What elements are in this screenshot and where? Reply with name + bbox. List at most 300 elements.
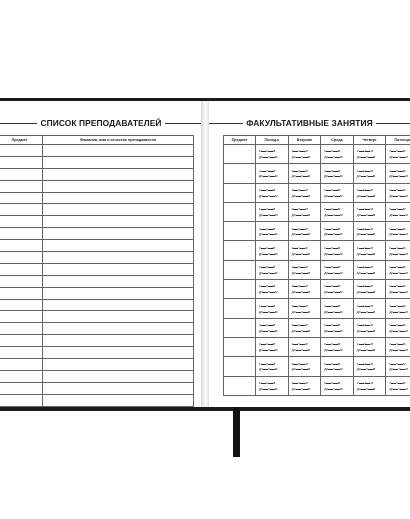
minutes-unit: м <box>305 245 308 250</box>
slot-prefix: с <box>356 380 359 385</box>
table-row <box>0 394 194 406</box>
minutes-unit: м <box>305 226 308 231</box>
slot-prefix: с <box>291 265 294 270</box>
slot-prefix: до <box>324 367 329 372</box>
subject-cell <box>224 260 256 279</box>
slot-prefix: с <box>291 323 294 328</box>
hours-unit: ч <box>333 270 336 275</box>
minutes-unit: м <box>274 348 278 353</box>
minutes-unit: м <box>305 284 308 289</box>
minutes-unit: м <box>305 323 308 328</box>
hours-unit: ч <box>398 213 401 218</box>
subject-cell <box>0 335 43 347</box>
hours-unit: ч <box>363 245 366 250</box>
column-header-subject: Предмет <box>224 136 256 145</box>
minutes-unit: м <box>337 284 341 289</box>
teacher-name-cell <box>43 252 194 264</box>
slot-prefix: до <box>389 193 394 198</box>
slot-prefix: до <box>389 367 394 372</box>
slot-prefix: с <box>389 342 392 347</box>
day-time-cell <box>288 183 321 202</box>
hours-unit: ч <box>268 328 270 333</box>
minutes-unit: м <box>272 245 276 250</box>
slot-prefix: до <box>356 155 361 160</box>
teacher-name-cell <box>43 240 194 252</box>
day-time-cell <box>353 299 386 318</box>
day-time-cell <box>386 376 410 395</box>
hours-unit: ч <box>265 187 268 192</box>
slot-prefix: до <box>259 270 264 275</box>
time-slot-line <box>386 212 410 218</box>
minutes-unit: м <box>305 265 308 270</box>
day-time-cell <box>321 222 354 241</box>
table-row <box>0 347 194 359</box>
slot-prefix: до <box>259 251 264 256</box>
slot-prefix: до <box>389 386 394 391</box>
day-time-cell <box>353 183 386 202</box>
title-rule <box>209 123 243 124</box>
hours-unit: ч <box>398 386 401 391</box>
slot-prefix: с <box>389 168 392 173</box>
slot-prefix: до <box>356 348 361 353</box>
table-row <box>0 180 194 192</box>
teacher-name-cell <box>43 263 194 275</box>
day-time-cell <box>386 164 410 183</box>
slot-prefix: с <box>291 226 294 231</box>
subject-cell <box>0 228 43 240</box>
time-slot-line <box>386 309 410 315</box>
time-slot-line <box>354 173 386 179</box>
minutes-unit: м <box>272 187 276 192</box>
minutes-unit: м <box>403 149 406 154</box>
hours-unit: ч <box>396 149 399 154</box>
hours-unit: ч <box>330 284 333 289</box>
minutes-unit: м <box>372 386 376 391</box>
minutes-unit: м <box>305 342 308 347</box>
minutes-unit: м <box>372 232 376 237</box>
hours-unit: ч <box>330 226 333 231</box>
minutes-unit: м <box>340 367 343 372</box>
table-row <box>224 164 410 183</box>
slot-prefix: до <box>259 155 264 160</box>
slot-prefix: до <box>356 290 361 295</box>
hours-unit: ч <box>268 232 270 237</box>
minutes-unit: м <box>337 342 341 347</box>
slot-prefix: до <box>356 367 361 372</box>
title-rule <box>376 123 410 124</box>
minutes-unit: м <box>372 174 376 179</box>
hours-unit: ч <box>365 367 368 372</box>
column-header-tuesday: Вторник <box>288 136 321 145</box>
subject-cell <box>0 299 43 311</box>
minutes-unit: м <box>337 323 341 328</box>
slot-prefix: с <box>356 168 359 173</box>
minutes-unit: м <box>307 174 311 179</box>
slot-prefix: с <box>324 323 326 328</box>
subject-cell <box>0 275 43 287</box>
minutes-unit: м <box>340 290 343 295</box>
slot-prefix: до <box>291 213 296 218</box>
slot-prefix: до <box>389 348 394 353</box>
day-time-cell <box>386 318 410 337</box>
time-slot-line <box>289 212 321 218</box>
minutes-unit: м <box>405 270 408 275</box>
hours-unit: ч <box>396 303 399 308</box>
minutes-unit: м <box>340 270 343 275</box>
hours-unit: ч <box>300 348 303 353</box>
teacher-name-cell <box>43 335 194 347</box>
minutes-unit: м <box>405 367 408 372</box>
hours-unit: ч <box>333 174 336 179</box>
slot-prefix: с <box>356 245 359 250</box>
table-row <box>0 240 194 252</box>
day-time-cell <box>353 357 386 376</box>
time-slot-line <box>256 289 288 295</box>
teacher-name-cell <box>43 216 194 228</box>
minutes-unit: м <box>305 149 308 154</box>
subject-cell <box>0 347 43 359</box>
minutes-unit: м <box>370 187 373 192</box>
table-row <box>224 280 410 299</box>
hours-unit: ч <box>265 226 268 231</box>
hours-unit: ч <box>330 149 333 154</box>
hours-unit: ч <box>300 328 303 333</box>
teacher-name-cell <box>43 299 194 311</box>
slot-prefix: с <box>291 361 294 366</box>
hours-unit: ч <box>265 380 268 385</box>
electives-table <box>223 135 410 396</box>
slot-prefix: до <box>324 309 329 314</box>
slot-prefix: с <box>259 226 261 231</box>
slot-prefix: до <box>291 155 296 160</box>
day-time-cell <box>353 241 386 260</box>
slot-prefix: с <box>291 207 294 212</box>
slot-prefix: с <box>324 284 326 289</box>
hours-unit: ч <box>363 226 366 231</box>
minutes-unit: м <box>372 155 376 160</box>
hours-unit: ч <box>333 232 336 237</box>
minutes-unit: м <box>340 309 343 314</box>
minutes-unit: м <box>403 323 406 328</box>
day-time-cell <box>321 241 354 260</box>
time-slot-line <box>256 193 288 199</box>
time-slot-line <box>321 328 353 334</box>
hours-unit: ч <box>363 168 366 173</box>
table-row <box>0 168 194 180</box>
slot-prefix: с <box>259 207 261 212</box>
teacher-name-cell <box>43 228 194 240</box>
column-header-wednesday: Среда <box>321 136 354 145</box>
hours-unit: ч <box>298 380 301 385</box>
slot-prefix: до <box>291 386 296 391</box>
slot-prefix: до <box>356 251 361 256</box>
minutes-unit: м <box>337 380 341 385</box>
table-row <box>0 252 194 264</box>
table-row <box>0 275 194 287</box>
hours-unit: ч <box>330 303 333 308</box>
slot-prefix: до <box>324 193 329 198</box>
subject-cell <box>0 240 43 252</box>
slot-prefix: до <box>259 174 264 179</box>
day-time-cell <box>353 222 386 241</box>
table-row <box>0 263 194 275</box>
subject-cell <box>224 202 256 221</box>
minutes-unit: м <box>403 380 406 385</box>
slot-prefix: до <box>291 348 296 353</box>
hours-unit: ч <box>398 251 401 256</box>
slot-prefix: до <box>259 193 264 198</box>
minutes-unit: м <box>272 284 276 289</box>
minutes-unit: м <box>307 290 311 295</box>
table-row <box>0 145 194 157</box>
minutes-unit: м <box>372 193 376 198</box>
slot-prefix: с <box>389 323 392 328</box>
slot-prefix: до <box>291 174 296 179</box>
hours-unit: ч <box>330 168 333 173</box>
hours-unit: ч <box>298 187 301 192</box>
teacher-name-cell <box>43 382 194 394</box>
hours-unit: ч <box>396 226 399 231</box>
day-time-cell <box>321 202 354 221</box>
slot-prefix: до <box>291 290 296 295</box>
minutes-unit: м <box>305 380 308 385</box>
minutes-unit: м <box>405 386 408 391</box>
hours-unit: ч <box>365 232 368 237</box>
slot-prefix: до <box>356 174 361 179</box>
minutes-unit: м <box>337 168 341 173</box>
subject-cell <box>224 318 256 337</box>
minutes-unit: м <box>405 174 408 179</box>
hours-unit: ч <box>268 270 270 275</box>
slot-prefix: до <box>389 174 394 179</box>
day-time-cell <box>288 260 321 279</box>
day-time-cell <box>256 337 289 356</box>
day-time-cell <box>353 337 386 356</box>
time-slot-line <box>386 386 410 392</box>
time-slot-line <box>386 193 410 199</box>
day-time-cell <box>288 145 321 164</box>
time-slot-line <box>321 366 353 372</box>
hours-unit: ч <box>268 367 270 372</box>
day-time-cell <box>353 164 386 183</box>
minutes-unit: м <box>370 323 373 328</box>
slot-prefix: до <box>324 232 329 237</box>
minutes-unit: м <box>307 232 311 237</box>
hours-unit: ч <box>330 323 333 328</box>
day-time-cell <box>256 183 289 202</box>
slot-prefix: с <box>324 245 326 250</box>
minutes-unit: м <box>340 386 343 391</box>
subject-cell <box>0 168 43 180</box>
time-slot-line <box>289 289 321 295</box>
time-slot-line <box>321 386 353 392</box>
day-time-cell <box>321 260 354 279</box>
slot-prefix: с <box>324 149 326 154</box>
slot-prefix: до <box>259 386 264 391</box>
time-slot-line <box>354 193 386 199</box>
slot-prefix: с <box>259 380 261 385</box>
minutes-unit: м <box>272 380 276 385</box>
slot-prefix: до <box>291 367 296 372</box>
hours-unit: ч <box>398 309 401 314</box>
hours-unit: ч <box>298 303 301 308</box>
time-slot-line <box>321 154 353 160</box>
day-time-cell <box>386 145 410 164</box>
day-time-cell <box>321 337 354 356</box>
time-slot-line <box>386 347 410 353</box>
teacher-name-cell <box>43 370 194 382</box>
slot-prefix: с <box>356 303 359 308</box>
slot-prefix: до <box>356 328 361 333</box>
hours-unit: ч <box>268 290 270 295</box>
table-row <box>224 376 410 395</box>
hours-unit: ч <box>298 265 301 270</box>
subject-cell <box>0 263 43 275</box>
hours-unit: ч <box>396 323 399 328</box>
table-row <box>0 156 194 168</box>
time-slot-line <box>289 154 321 160</box>
subject-cell <box>0 192 43 204</box>
slot-prefix: с <box>259 245 261 250</box>
teacher-name-cell <box>43 323 194 335</box>
slot-prefix: до <box>291 328 296 333</box>
slot-prefix: до <box>356 309 361 314</box>
table-row <box>0 287 194 299</box>
slot-prefix: с <box>291 284 294 289</box>
day-time-cell <box>256 145 289 164</box>
time-slot-line <box>256 251 288 257</box>
column-header-subject: Предмет <box>0 136 43 145</box>
subject-cell <box>224 145 256 164</box>
hours-unit: ч <box>398 367 401 372</box>
subject-cell <box>0 180 43 192</box>
teacher-name-cell <box>43 156 194 168</box>
minutes-unit: м <box>337 226 341 231</box>
slot-prefix: до <box>291 309 296 314</box>
subject-cell <box>224 299 256 318</box>
day-time-cell <box>256 164 289 183</box>
time-slot-line <box>289 347 321 353</box>
minutes-unit: м <box>372 290 376 295</box>
slot-prefix: с <box>259 284 261 289</box>
minutes-unit: м <box>403 245 406 250</box>
slot-prefix: до <box>324 270 329 275</box>
minutes-unit: м <box>405 232 408 237</box>
slot-prefix: до <box>291 251 296 256</box>
minutes-unit: м <box>372 328 376 333</box>
slot-prefix: с <box>324 187 326 192</box>
minutes-unit: м <box>272 303 276 308</box>
day-time-cell <box>386 222 410 241</box>
minutes-unit: м <box>372 367 376 372</box>
time-slot-line <box>256 173 288 179</box>
hours-unit: ч <box>298 207 301 212</box>
subject-cell <box>0 204 43 216</box>
day-time-cell <box>386 241 410 260</box>
day-time-cell <box>321 318 354 337</box>
hours-unit: ч <box>265 342 268 347</box>
minutes-unit: м <box>403 265 406 270</box>
day-time-cell <box>256 241 289 260</box>
hours-unit: ч <box>268 213 270 218</box>
slot-prefix: с <box>356 187 359 192</box>
day-time-cell <box>256 376 289 395</box>
subject-cell <box>0 287 43 299</box>
day-time-cell <box>256 357 289 376</box>
time-slot-line <box>256 154 288 160</box>
teacher-name-cell <box>43 394 194 406</box>
hours-unit: ч <box>365 174 368 179</box>
slot-prefix: с <box>389 245 392 250</box>
hours-unit: ч <box>396 361 399 366</box>
day-time-cell <box>386 299 410 318</box>
time-slot-line <box>289 328 321 334</box>
hours-unit: ч <box>333 155 336 160</box>
minutes-unit: м <box>307 251 311 256</box>
hours-unit: ч <box>298 284 301 289</box>
slot-prefix: до <box>259 348 264 353</box>
minutes-unit: м <box>372 270 376 275</box>
hours-unit: ч <box>298 168 301 173</box>
hours-unit: ч <box>265 245 268 250</box>
time-slot-line <box>354 251 386 257</box>
minutes-unit: м <box>370 265 373 270</box>
minutes-unit: м <box>337 187 341 192</box>
time-slot-line <box>354 270 386 276</box>
subject-cell <box>0 145 43 157</box>
subject-cell <box>224 337 256 356</box>
slot-prefix: с <box>259 303 261 308</box>
minutes-unit: м <box>403 361 406 366</box>
slot-prefix: до <box>389 270 394 275</box>
minutes-unit: м <box>405 213 408 218</box>
column-header-monday: Понед-к <box>256 136 289 145</box>
hours-unit: ч <box>268 251 270 256</box>
table-row <box>224 222 410 241</box>
hours-unit: ч <box>268 386 270 391</box>
minutes-unit: м <box>403 342 406 347</box>
minutes-unit: м <box>340 348 343 353</box>
hours-unit: ч <box>398 348 401 353</box>
subject-cell <box>224 280 256 299</box>
time-slot-line <box>354 366 386 372</box>
minutes-unit: м <box>337 303 341 308</box>
time-slot-line <box>256 270 288 276</box>
time-slot-line <box>289 173 321 179</box>
hours-unit: ч <box>298 149 301 154</box>
teacher-name-cell <box>43 359 194 371</box>
hours-unit: ч <box>333 251 336 256</box>
hours-unit: ч <box>398 290 401 295</box>
slot-prefix: с <box>324 303 326 308</box>
slot-prefix: с <box>389 361 392 366</box>
slot-prefix: с <box>291 149 294 154</box>
time-slot-line <box>386 289 410 295</box>
time-slot-line <box>386 328 410 334</box>
day-time-cell <box>256 299 289 318</box>
title-rule <box>165 123 202 124</box>
slot-prefix: с <box>291 380 294 385</box>
slot-prefix: с <box>259 265 261 270</box>
hours-unit: ч <box>330 245 333 250</box>
slot-prefix: до <box>356 232 361 237</box>
time-slot-line <box>321 231 353 237</box>
hours-unit: ч <box>333 386 336 391</box>
minutes-unit: м <box>307 367 311 372</box>
minutes-unit: м <box>274 290 278 295</box>
hours-unit: ч <box>298 226 301 231</box>
slot-prefix: с <box>389 284 392 289</box>
